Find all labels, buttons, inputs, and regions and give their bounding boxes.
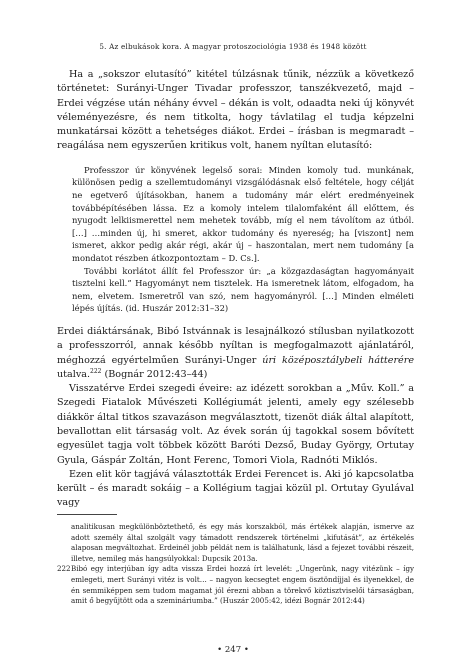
main-text	[57, 68, 414, 511]
running-head: 5. Az elbukások kora. A magyar protoszociológia 1938 és 1948 között	[99, 42, 367, 51]
footnote-divider	[57, 514, 117, 515]
footnote-222	[57, 564, 414, 606]
quote-paragraph-2: További korlátot állít fel Professzor úr: „a közgazdaságtan hagyományait tisztelni kell.” Hagyományt nem tisztelek. Ha ismeretnek látom, elfogadom, ha nem, elvetem. Ismeretről van szó, nem hagyományról. […] Minden elméleti lépés újítás. (id. Huszár 2012:31–32)	[72, 265, 414, 314]
block-quote	[72, 164, 414, 315]
footnote-continued	[57, 522, 414, 564]
footnote-number-blank	[57, 522, 71, 564]
paragraph-2-italic: úri középosztálybeli hátterére	[262, 354, 414, 366]
footnote-number: 222	[57, 564, 71, 574]
footnotes	[57, 522, 414, 607]
paragraph-4: Ezen elit kör tagjává választották Erdei Ferencet is. Aki jó kapcsolatba került – és maradt sokáig – a Kollégium tagjai közül pl. Ortutay Gyulával vagy	[57, 468, 414, 509]
paragraph-2-after: utalva.	[57, 368, 91, 380]
paragraph-1: Ha a „sokszor elutasító” kitétel túlzásnak tűnik, nézzük a következő történetet: Surányi-Unger Tivadar professzor, tanszékvezető, majd – Erdei végzése után néhány évvel – dékán is volt, odaadta neki új könyvét véleményezésre, és nem titkolta, hogy távlatilag el tudja képzelni munkatársai között a tehetséges diákot. Erdei – írásban is megmaradt – reagálása nem egyszerűen kritikus volt, hanem nyíltan elutasító:	[57, 69, 414, 152]
paragraph-2	[57, 325, 414, 382]
paragraph-2-end: (Bognár 2012:43–44)	[101, 368, 208, 380]
paragraph-3: Visszatérve Erdei szegedi éveire: az idézett sorokban a „Műv. Koll.” a Szegedi Fiatalok Művészeti Kollégiumát jelenti, amely egy szélesebb diákkör által titkos szavazáson megválasztott, tizenöt diák által alapított, bevallottan elit társaság volt. Az évek során új tagokkal sosem bővített egyesület tagja volt többek között Baróti Dezső, Buday György, Ortutay Gyula, Gáspár Zoltán, Hont Ferenc, Tomori Viola, Radnóti Miklós.	[57, 383, 414, 466]
page-number: • 247 •	[217, 645, 249, 655]
footnote-continued-text: analitikusan megkülönböztethető, és egy más korszakból, más értékek alapján, ismerve az adott személy által szolgált vagy támadott rendszerek történelmi „kifutását”, az értékelés alaposan megváltozhat. Erdeinél jobb példát nem is találhatunk, lásd a fejezet további részeit, illetve, nemileg más hangsúlyokkal: Dupcsik 2013a.	[71, 522, 414, 563]
footnote-text: Bibó egy interjúban így adta vissza Erdei hozzá írt levelét: „Ungerünk, nagy vitézünk – így emlegeti, mert Surányi vitéz is volt… – nagyon kecsegtet engem ösztöndíjjal és ilyenekkel, de én semmiképpen sem tudom magamat jól érezni abban a törekvő köztisztviselői társaságban, amit ő begyűjtött oda a szemináriumba.” (Huszár 2005:42, idézi Bognár 2012:44)	[71, 564, 414, 606]
footnote-ref-222[interactable]: 222	[90, 367, 102, 375]
paragraph-2-start: Erdei diáktársának, Bibó Istvánnak is lesajnálkozó stílusban nyilatkozott a professzorról, annak később nyíltan is megfogalmazott ajánlatáról, méghozzá egyértelműen Surányi-Unger	[57, 325, 414, 366]
quote-paragraph-1: Professzor úr könyvének legelső sorai: Minden komoly tud. munkának, különösen pedig a szellemtudományi vizsgálódásnak első feltétele, hogy célját ne egetverő újításokban, hanem a tudomány már elért eredményeinek továbbépítésében lássa. Ez a komoly intelem tilalomfaként áll előttem, és nyugodt lelkiismerettel nem mehetek tovább, míg el nem távolítom az útból. […] …minden új, hi smeret, akkor tudomány és nyereség; ha [viszont] nem ismeret, akkor pedig akár régi, akár új – haszontalan, mert nem tudomány [a mondatot részben átkozpontoztam – D. Cs.].	[72, 164, 414, 263]
